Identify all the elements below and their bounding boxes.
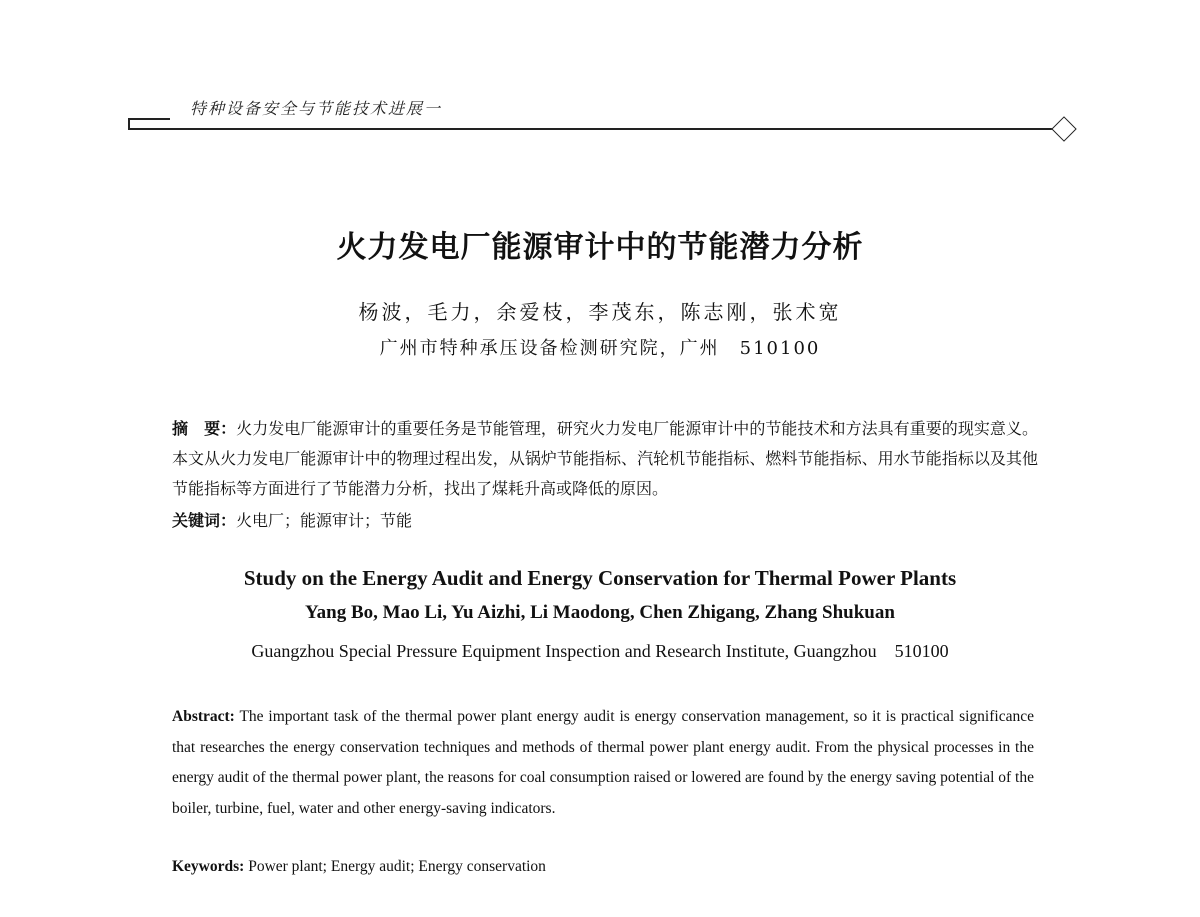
authors-cn: 杨波，毛力，余爱枝，李茂东，陈志刚，张术宽	[358, 300, 842, 324]
header-rule	[128, 128, 1052, 130]
affiliation-cn: 广州市特种承压设备检测研究院，广州 510100	[379, 338, 821, 359]
diamond-icon	[1051, 116, 1076, 141]
keywords-cn-text: 火电厂；能源审计；节能	[236, 511, 413, 530]
abstract-cn-label: 摘 要：	[172, 419, 237, 438]
abstract-en-text: The important task of the thermal power plant energy audit is energy conservation management, so it is practical significance that researches the energy conservation techniques and methods of thermal power plant energy audit. From the physical processes in the energy audit of the thermal power plant, the reasons for coal consumption raised or lowered are found by the energy saving potential of the boiler, turbine, fuel, water and other energy-saving indicators.	[172, 708, 1034, 817]
keywords-cn-label: 关键词：	[172, 511, 237, 530]
keywords-en-label: Keywords:	[172, 858, 245, 875]
abstract-en-label: Abstract:	[172, 708, 235, 725]
paper-title-cn: 火力发电厂能源审计中的节能潜力分析	[336, 230, 864, 265]
abstract-cn-text: 火力发电厂能源审计的重要任务是节能管理，研究火力发电厂能源审计中的节能技术和方法具有重要的现实意义。本文从火力发电厂能源审计中的物理过程出发，从锅炉节能指标、汽轮机节能指标、燃料节能指标、用水节能指标以及其他节能指标等方面进行了节能潜力分析，找出了煤耗升高或降低的原因。	[172, 419, 1038, 498]
abstract-cn	[172, 414, 1038, 504]
paper-title-en: Study on the Energy Audit and Energy Conservation for Thermal Power Plants	[243, 566, 957, 590]
keywords-en-text: Power plant; Energy audit; Energy conservation	[248, 858, 546, 875]
abstract-en	[172, 702, 1034, 824]
running-header: 特种设备安全与节能技术进展一	[190, 99, 443, 118]
authors-en: Yang Bo, Mao Li, Yu Aizhi, Li Maodong, Chen Zhigang, Zhang Shukuan	[305, 602, 895, 623]
keywords-en	[172, 858, 546, 876]
affiliation-en: Guangzhou Special Pressure Equipment Inspection and Research Institute, Guangzhou 510100	[251, 641, 949, 661]
keywords-cn	[172, 508, 412, 531]
